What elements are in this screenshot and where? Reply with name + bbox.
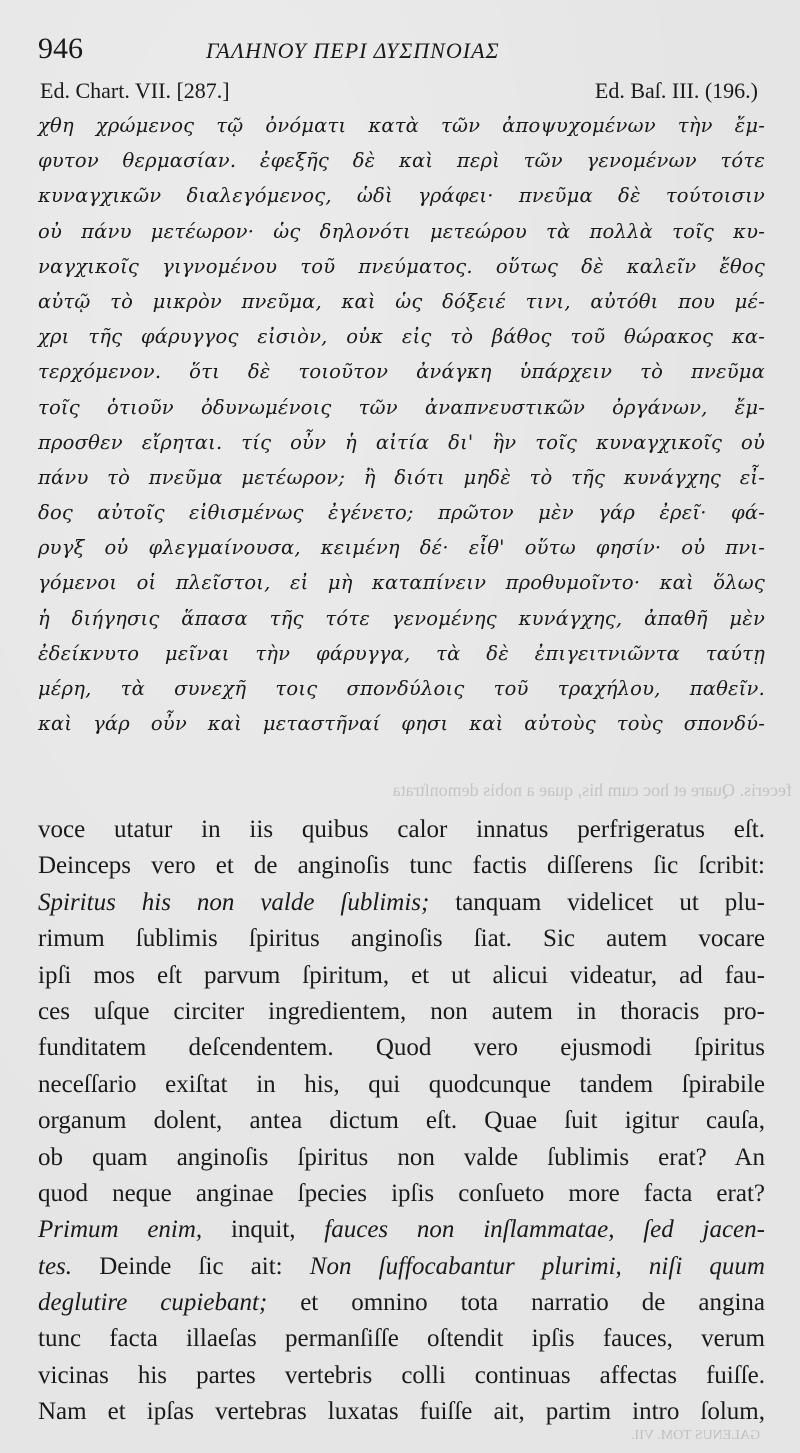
show-through-text: feceris. Quare et hoc cum his, quae a nobis demonſtrata <box>392 780 792 800</box>
latin-text-line <box>38 885 765 921</box>
running-head <box>38 32 760 72</box>
latin-text-line <box>38 1358 765 1394</box>
greek-text-line: οὐ πάνυ μετέωρον· ὡς δηλονότι μετεώρου τὰ πολλὰ τοῖς κυ- <box>38 219 765 243</box>
italic-quotation: deglutire cupiebant; <box>38 1289 268 1317</box>
latin-text-line <box>38 1030 765 1066</box>
greek-text-line: φυτον θερμασίαν. ἐφεξῆς δὲ καὶ περὶ τῶν γενομένων τότε <box>38 149 765 173</box>
text-segment: rimum ſublimis ſpiritus anginoſis ſiat. Sic autem vocare <box>38 925 765 953</box>
latin-text-line <box>38 1103 765 1139</box>
latin-text-line <box>38 1067 765 1103</box>
latin-text-line <box>38 958 765 994</box>
greek-text-line: γόμενοι οἱ πλεῖστοι, εἰ μὴ καταπίνειν προθυμοῖντο· καὶ ὅλως <box>38 571 765 595</box>
latin-text-line <box>38 1285 765 1321</box>
greek-text-line: καὶ γάρ οὖν καὶ μεταστῆναί φησι καὶ αὐτοὺς τοὺς σπονδύ- <box>38 712 765 736</box>
text-segment: Deinceps vero et de anginoſis tunc factis diſſerens ſic ſcribit: <box>38 852 765 880</box>
latin-text-line <box>38 812 765 848</box>
edition-basel-ref: Ed. Baſ. III. (196.) <box>594 78 758 103</box>
text-segment: tanquam videlicet ut plu- <box>429 888 765 916</box>
greek-text-line: ναγχικοῖς γιγνομένου τοῦ πνεύματος. οὕτως δὲ καλεῖν ἔθος <box>38 254 765 278</box>
italic-quotation: fauces non inſlammatae, ſed jacen- <box>324 1216 765 1244</box>
text-segment: Deinde ſic ait: <box>72 1252 310 1280</box>
edition-chartier-ref: Ed. Chart. VII. [287.] <box>40 78 230 103</box>
greek-text-line: δος αὐτοῖς εἰθισμένως ἐγένετο; πρῶτον μὲν γάρ ἐρεῖ· φά- <box>38 501 765 525</box>
latin-text-line <box>38 848 765 884</box>
text-segment: funditatem deſcendentem. Quod vero ejusmodi ſpiritus <box>38 1034 765 1062</box>
latin-text-line <box>38 1321 765 1357</box>
text-segment: vicinas his partes vertebris colli continuas affectas fuiſſe. <box>38 1361 765 1389</box>
greek-text-line: τερχόμενον. ὅτι δὲ τοιοῦτον ἀνάγκη ὑπάρχειν τὸ πνεῦμα <box>38 360 765 384</box>
latin-text-block <box>38 812 765 1431</box>
text-segment: ipſi mos eſt parvum ſpiritum, et ut alicui videatur, ad fau- <box>38 961 765 989</box>
latin-text-line <box>38 1140 765 1176</box>
latin-text-line <box>38 1249 765 1285</box>
edition-reference-line <box>40 78 758 108</box>
greek-text-line: ρυγξ οὐ φλεγμαίνουσα, κειμένη δέ· εἶθ' οὕτω φησίν· οὐ πνι- <box>38 536 765 560</box>
latin-text-line <box>38 921 765 957</box>
greek-text-line: μέρη, τὰ συνεχῆ τοις σπονδύλοις τοῦ τραχήλου, παθεῖν. <box>38 677 765 700</box>
greek-text-line: ἡ διήγησις ἅπασα τῆς τότε γενομένης κυνάγχης, ἀπαθῆ μὲν <box>38 606 765 630</box>
text-segment: voce utatur in iis quibus calor innatus perfrigeratus eſt. <box>38 816 765 843</box>
latin-text-line <box>38 1394 765 1430</box>
greek-text-line: χρι τῆς φάρυγγος εἰσιὸν, οὐκ εἰς τὸ βάθος τοῦ θώρακος κα- <box>38 325 765 349</box>
text-segment: organum dolent, antea dictum eſt. Quae ſuit igitur cauſa, <box>38 1107 765 1135</box>
italic-quotation: Spiritus his non valde ſublimis; <box>38 888 430 916</box>
text-segment: Nam et ipſas vertebras luxatas fuiſſe ait, partim intro ſolum, <box>38 1398 765 1426</box>
greek-text-line: τοῖς ὁτιοῦν ὀδυνωμένοις τῶν ἀναπνευστικῶν ὀργάνων, ἔμ- <box>38 395 765 419</box>
greek-text-line: χθη χρώμενος τῷ ὀνόματι κατὰ τῶν ἀποψυχομένων τὴν ἔμ- <box>38 114 765 137</box>
show-through-footer: GALENUS TOM. VII. <box>630 1428 760 1443</box>
greek-text-line: ἐδείκνυτο μεῖναι τὴν φάρυγγα, τὰ δὲ ἐπιγειτνιῶντα ταύτῃ <box>38 641 765 665</box>
latin-text-line <box>38 994 765 1030</box>
text-segment: inquit, <box>202 1216 325 1244</box>
latin-text-line <box>38 1176 765 1212</box>
greek-text-line: αὐτῷ τὸ μικρὸν πνεῦμα, καὶ ὡς δόξειέ τινι, αὐτόθι που μέ- <box>38 289 765 313</box>
greek-text-line: πάνυ τὸ πνεῦμα μετέωρον; ἢ διότι μηδὲ τὸ τῆς κυνάγχης εἶ- <box>38 465 765 489</box>
text-segment: ob quam anginoſis ſpiritus non valde ſublimis erat? An <box>38 1143 765 1171</box>
italic-quotation: tes. <box>38 1252 73 1280</box>
latin-text-line <box>38 1212 765 1248</box>
text-segment: et omnino tota narratio de angina <box>267 1289 766 1317</box>
greek-text-line: προσθεν εἴρηται. τίς οὖν ἡ αἰτία δι' ἣν τοῖς κυναγχικοῖς οὐ <box>38 430 765 454</box>
greek-text-line: κυναγχικῶν διαλεγόμενος, ὡδὶ γράφει· πνεῦμα δὲ τούτοισιν <box>38 184 765 208</box>
text-segment: ces uſque circiter ingredientem, non autem in thoracis pro- <box>38 997 765 1025</box>
text-segment: neceſſario exiſtat in his, qui quodcunque tandem ſpirabile <box>38 1070 765 1098</box>
page-number: 946 <box>38 32 83 65</box>
running-title: ΓΑΛΗΝΟΥ ΠΕΡΙ ΔΥΣΠΝΟΙΑΣ <box>206 38 500 63</box>
text-segment: tunc facta illaeſas permanſiſſe oſtendit ipſis fauces, verum <box>38 1325 765 1353</box>
text-segment: quod neque anginae ſpecies ipſis conſueto more facta erat? <box>38 1179 765 1207</box>
italic-quotation: Primum enim, <box>38 1216 203 1244</box>
greek-text-block <box>38 108 765 741</box>
italic-quotation: Non ſuffocabantur plurimi, niſi quum <box>309 1252 765 1280</box>
